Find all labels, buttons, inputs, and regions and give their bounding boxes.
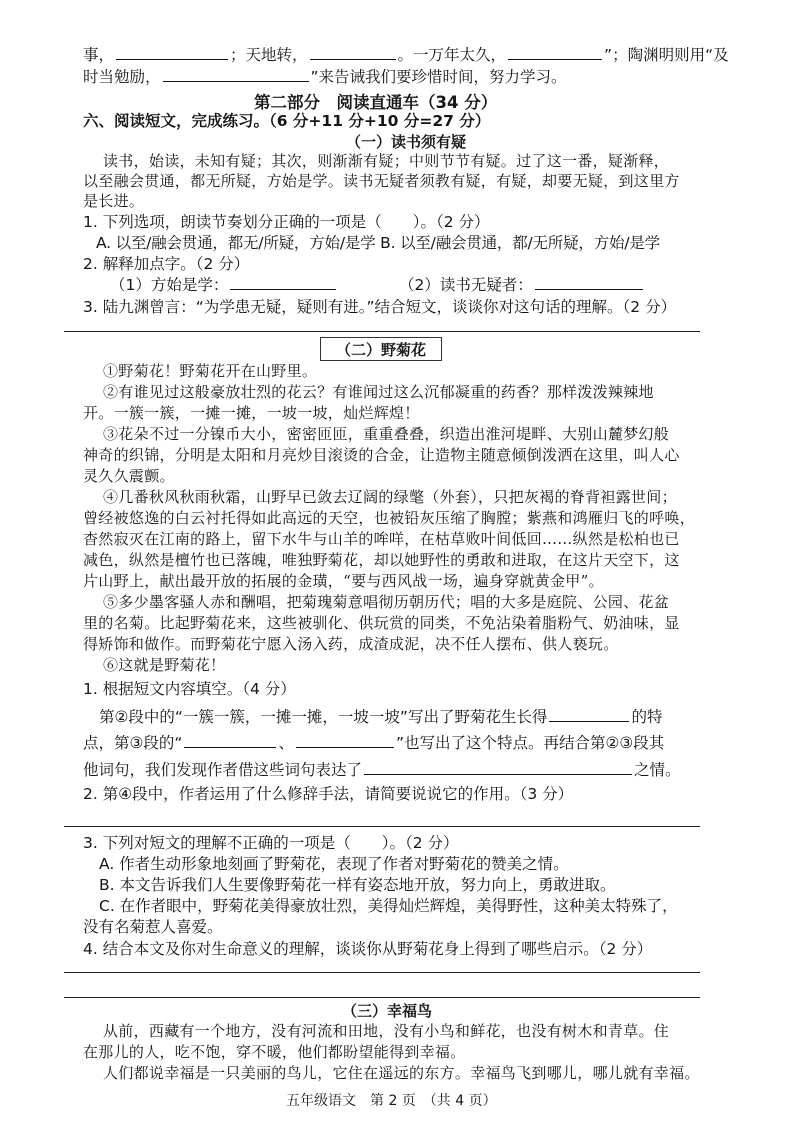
s2-paragraph: 曾经被悠逸的白云衬托得如此高远的天空，也被铅灰压缩了胸膛；紫燕和鸿雁归飞的呼唤，: [83, 509, 696, 527]
text: 时当勉励，: [83, 68, 161, 86]
s2-paragraph: ③花朵不过一分镍币大小，密密匝匝，重重叠叠，织造出淮河堤畔、大别山麓梦幻般: [103, 425, 670, 443]
s1-question-1: 1. 下列选项，朗读节奏划分正确的一项是（ ）。（2 分）: [83, 213, 490, 231]
page-footer: 五年级语文 第 2 页 （共 4 页）: [286, 1093, 497, 1109]
answer-blank[interactable]: [184, 733, 276, 748]
answer-blank[interactable]: [116, 45, 228, 60]
s1-question-3: 3. 陆九渊曾言：“为学患无疑，疑则有进。”结合短文，谈谈你对这句话的理解。（2 分）: [83, 298, 677, 316]
part2-heading: 第二部分 阅读直通车（34 分）: [254, 93, 498, 112]
s2-q3-option-a: A. 作者生动形象地刻画了野菊花，表现了作者对野菊花的赞美之情。: [99, 855, 569, 873]
text: 事，: [83, 46, 115, 64]
s2-q3-option-b: B. 本文告诉我们人生要像野菊花一样有姿态地开放，努力向上，勇敢进取。: [99, 876, 616, 894]
s1-q2-item: （1）方始是学：: [110, 275, 338, 295]
s2-question-4: 4. 结合本文及你对生命意义的理解，谈谈你从野菊花身上得到了哪些启示。（2 分）: [83, 940, 653, 958]
answer-blank[interactable]: [508, 45, 602, 60]
answer-blank[interactable]: [364, 760, 632, 775]
s1-paragraph: 以至融会贯通，都无所疑，方始是学。读书无疑者须教有疑，有疑，却要无疑，到这里方: [83, 172, 680, 190]
s2-paragraph: 片山野上，献出最开放的拓展的金璜，“要与西风战一场，遍身穿就黄金甲”。: [83, 572, 604, 590]
s3-paragraph: 人们都说幸福是一只美丽的鸟儿，它住在遥远的东方。幸福鸟飞到哪儿，哪儿就有幸福。: [103, 1064, 700, 1082]
answer-line[interactable]: [64, 826, 700, 827]
s2-q1-line-2: 点，第③段的“ 、 ”也写出了这个特点。再结合第②③段其: [83, 734, 665, 752]
answer-blank[interactable]: [535, 275, 643, 290]
text: 。一万年太久，: [397, 46, 507, 64]
s2-paragraph: ①野菊花！野菊花开在山野里。: [103, 362, 318, 380]
text: ”；陶渊明则用“及: [604, 46, 729, 64]
s2-q3-option-c: C. 在作者眼中，野菊花美得豪放壮烈，美得灿烂辉煌，美得野性，这种美太特殊了，: [99, 897, 678, 915]
s2-question-3: 3. 下列对短文的理解不正确的一项是（ ）。（2 分）: [83, 834, 459, 852]
top-line-1: [83, 45, 729, 65]
s1-paragraph: 是长进。: [83, 192, 145, 210]
text: ”来告诫我们要珍惜时间，努力学习。: [310, 68, 567, 86]
s2-paragraph: 灵久久震颤。: [83, 467, 175, 485]
top-line-2: [83, 67, 567, 87]
section1-title: （一）读书须有疑: [346, 133, 467, 151]
s2-paragraph: 减色，纵然是檀竹也已落魄，唯独野菊花，却以她野性的勇敢和进取，在这片天空下，这: [83, 551, 680, 569]
s2-paragraph: ⑤多少墨客骚人赤和酬唱，把菊瑰菊意唱彻历朝历代；唱的大多是庭院、公园、花盆: [103, 593, 670, 611]
answer-blank[interactable]: [230, 275, 336, 290]
s2-paragraph: ⑥这就是野菊花！: [103, 656, 226, 674]
answer-blank[interactable]: [163, 67, 309, 82]
s2-question-1: 1. 根据短文内容填空。（4 分）: [83, 680, 296, 698]
s1-question-2: 2. 解释加点字。（2 分）: [83, 255, 250, 273]
text: ；天地转，: [230, 46, 308, 64]
answer-blank[interactable]: [549, 707, 629, 722]
section3-title: （三）幸福鸟: [342, 1002, 433, 1020]
s2-paragraph: 开。一簇一簇，一摊一摊，一坡一坡，灿烂辉煌！: [83, 404, 420, 422]
s1-q2-item: （2）读书无疑者：: [399, 275, 645, 295]
s2-q3-option-c-cont: 没有名菊惹人喜爱。: [83, 918, 223, 936]
answer-blank[interactable]: [296, 733, 394, 748]
s2-paragraph: 杳然寂灭在江南的路上，留下水牛与山羊的哞咩，在枯草败叶间低回……纵然是松柏也已: [83, 530, 680, 548]
answer-line[interactable]: [64, 997, 700, 998]
s2-q1-line-1: 第②段中的“一簇一簇，一摊一摊，一坡一坡”写出了野菊花生长得 的特: [99, 708, 663, 726]
s2-question-2: 2. 第④段中，作者运用了什么修辞手法，请简要说说它的作用。（3 分）: [83, 785, 574, 803]
s2-paragraph: ②有谁见过这般豪放壮烈的花云？有谁闻过这么沉郁凝重的药香？那样泼泼辣辣地: [103, 383, 654, 401]
answer-line[interactable]: [64, 972, 700, 973]
s2-paragraph: 得矫饰和做作。而野菊花宁愿入汤入药，成渣成泥，决不任人摆布、供人亵玩。: [83, 635, 619, 653]
answer-line[interactable]: [64, 331, 700, 332]
s2-q1-line-3: 他词句，我们发现作者借这些词句表达了 之情。: [83, 761, 681, 779]
s2-paragraph: ④几番秋风秋雨秋霜，山野早已敛去辽阔的绿氅（外套），只把灰褐的脊背袒露世间；: [103, 488, 677, 506]
s1-paragraph: 读书，始读，未知有疑；其次，则渐渐有疑；中则节节有疑。过了这一番，疑渐释，: [103, 152, 670, 170]
section2-title: （二）野菊花: [336, 341, 427, 359]
s3-paragraph: 在那儿的人，吃不饱，穿不暖，他们都盼望能得到幸福。: [83, 1043, 466, 1061]
s3-paragraph: 从前，西藏有一个地方，没有河流和田地，没有小鸟和鲜花，也没有树木和青草。住: [103, 1022, 670, 1040]
s2-paragraph: 里的名菊。比起野菊花来，这些被驯化、供玩赏的同类，不免沾染着脂粉气、奶油味，显: [83, 614, 680, 632]
s2-paragraph: 神奇的织锦，分明是太阳和月亮炒目滚烫的合金，让造物主随意倾倒泼洒在这里，叫人心: [83, 446, 680, 464]
s1-q1-options: A. 以至/融会贯通，都无/所疑，方始/是学 B. 以至/融会贯通，都/无所疑，方始/是学: [96, 234, 660, 252]
answer-blank[interactable]: [310, 45, 396, 60]
q6-intro: 六、阅读短文，完成练习。（6 分+11 分+10 分=27 分）: [83, 112, 491, 130]
